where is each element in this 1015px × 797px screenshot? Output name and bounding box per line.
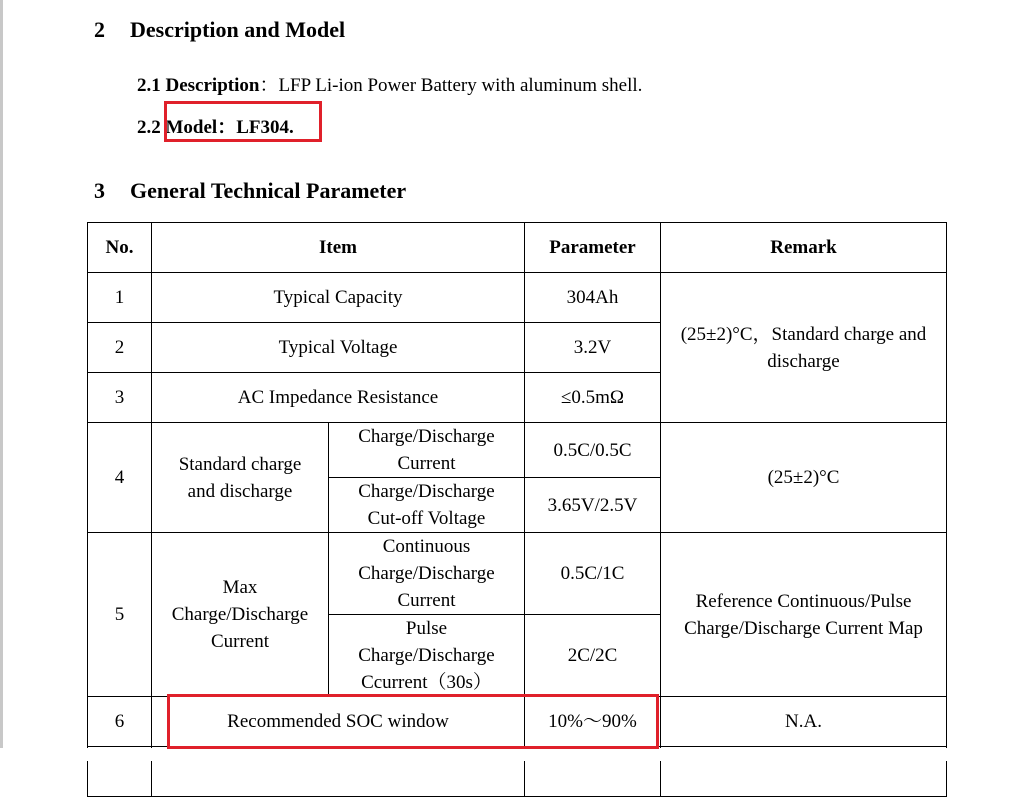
row-number: 5 (88, 533, 152, 697)
model-prefix: 2.2 (137, 117, 166, 138)
section-2-number: 2 (94, 17, 105, 42)
row-item: Max Charge/Discharge Current (152, 533, 329, 697)
row-item: Typical Voltage (152, 323, 525, 373)
model-value: LF304. (236, 117, 294, 138)
row-number: 3 (88, 373, 152, 423)
remark-standard-charge: (25±2)°C，Standard charge and discharge (661, 273, 947, 423)
description-text: LFP Li-ion Power Battery with aluminum shell. (278, 75, 643, 96)
header-parameter: Parameter (525, 223, 661, 273)
section-3-title: General Technical Parameter (130, 178, 407, 203)
row-sub-item: Pulse Charge/Discharge Ccurrent（30s） (329, 615, 525, 697)
row-sub-item: Charge/Discharge Current (329, 423, 525, 478)
model-separator: ： (217, 117, 237, 138)
description-line (137, 70, 642, 97)
row-parameter: 304Ah (525, 273, 661, 323)
row-parameter: 10%～90% (525, 697, 661, 747)
row-parameter: 0.5C/1C (525, 533, 661, 615)
header-remark: Remark (661, 223, 947, 273)
model-label: Model (165, 117, 218, 138)
description-separator: ： (259, 75, 279, 96)
row-sub-item: Charge/Discharge Cut-off Voltage (329, 478, 525, 533)
table-header-row (88, 223, 947, 273)
table-row (88, 533, 947, 615)
model-highlight-box (164, 101, 322, 142)
description-label: 2.1 Description (137, 75, 260, 96)
row-number: 6 (88, 697, 152, 747)
row-sub-item: Continuous Charge/Discharge Current (329, 533, 525, 615)
row-item: Standard charge and discharge (152, 423, 329, 533)
section-3-number: 3 (94, 178, 105, 203)
remark-current-map: Reference Continuous/Pulse Charge/Discharge Current Map (661, 533, 947, 697)
row-parameter: 3.65V/2.5V (525, 478, 661, 533)
row-number: 4 (88, 423, 152, 533)
row-parameter: ≤0.5mΩ (525, 373, 661, 423)
row-item: AC Impedance Resistance (152, 373, 525, 423)
row-number: 2 (88, 323, 152, 373)
page-edge (0, 0, 3, 761)
row-item: Recommended SOC window (152, 697, 525, 747)
row-parameter: 0.5C/0.5C (525, 423, 661, 478)
row-number: 1 (88, 273, 152, 323)
row-remark: N.A. (661, 697, 947, 747)
row-parameter: 3.2V (525, 323, 661, 373)
header-item: Item (152, 223, 525, 273)
row-parameter: 2C/2C (525, 615, 661, 697)
remark-temperature: (25±2)°C (661, 423, 947, 533)
row-item: Typical Capacity (152, 273, 525, 323)
header-no: No. (88, 223, 152, 273)
table-row (88, 273, 947, 323)
section-2-title: Description and Model (130, 17, 346, 42)
page-cutoff (0, 748, 1015, 761)
table-row (88, 423, 947, 478)
soc-highlight-box (167, 694, 659, 749)
